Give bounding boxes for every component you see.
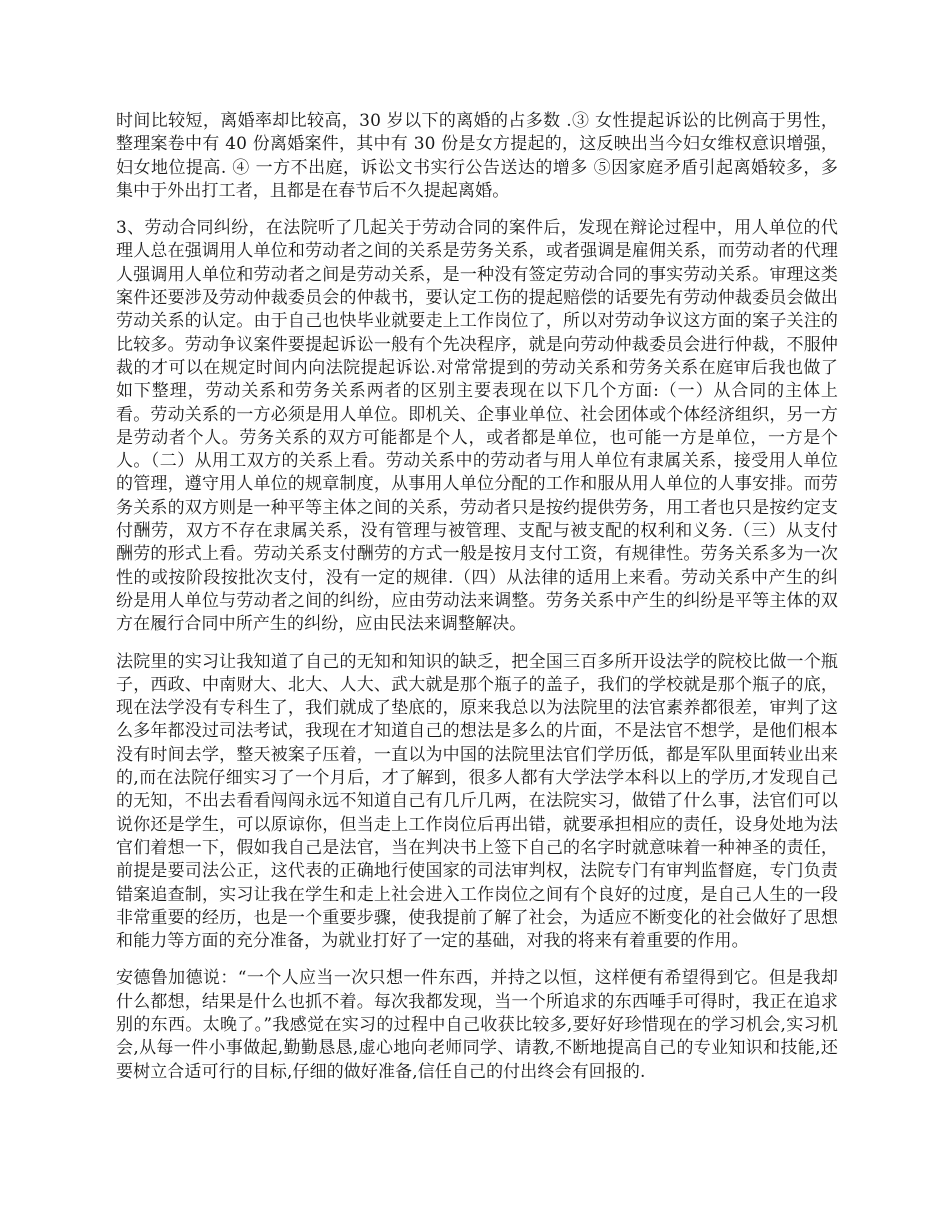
paragraph-divorce-stats: 时间比较短，离婚率却比较高，30 岁以下的离婚的占多数 .③ 女性提起诉讼的比例高于男性，整理案卷中有 40 份离婚案件，其中有 30 份是女方提起的，这反映出当今妇女维权意识增强，妇女地位提高. ④ 一方不出庭，诉讼文书实行公告送达的增多 ⑤因家庭矛盾引起离婚较多，多集中于外出打工者，且都是在春节后不久提起离婚。 xyxy=(116,111,838,201)
document-body xyxy=(116,110,838,1098)
paragraph-labor-contract: 3、劳动合同纠纷，在法院听了几起关于劳动合同的案件后，发现在辩论过程中，用人单位的代理人总在强调用人单位和劳动者之间的关系是劳务关系，或者强调是雇佣关系，而劳动者的代理人强调用人单位和劳动者之间是劳动关系，是一种没有签定劳动合同的事实劳动关系。审理这类案件还要涉及劳动仲裁委员会的仲裁书，要认定工伤的提起赔偿的话要先有劳动仲裁委员会做出劳动关系的认定。由于自己也快毕业就要走上工作岗位了，所以对劳动争议这方面的案子关注的比较多。劳动争议案件要提起诉讼一般有个先决程序，就是向劳动仲裁委员会进行仲裁，不服仲裁的才可以在规定时间内向法院提起诉讼.对常常提到的劳动关系和劳务关系在庭审后我也做了如下整理，劳动关系和劳务关系两者的区别主要表现在以下几个方面:（一）从合同的主体上看。劳动关系的一方必须是用人单位。即机关、企事业单位、社会团体或个体经济组织，另一方是劳动者个人。劳务关系的双方可能都是个人，或者都是单位，也可能一方是单位，一方是个人。（二）从用工双方的关系上看。劳动关系中的劳动者与用人单位有隶属关系，接受用人单位的管理，遵守用人单位的规章制度，从事用人单位分配的工作和服从用人单位的人事安排。而劳务关系的双方则是一种平等主体之间的关系，劳动者只是按约提供劳务，用工者也只是按约定支付酬劳，双方不存在隶属关系，没有管理与被管理、支配与被支配的权利和义务.（三）从支付酬劳的形式上看。劳动关系支付酬劳的方式一般是按月支付工资，有规律性。劳务关系多为一次性的或按阶段按批次支付，没有一定的规律.（四）从法律的适用上来看。劳动关系中产生的纠纷是用人单位与劳动者之间的纠纷，应由劳动法来调整。劳务关系中产生的纠纷是平等主体的双方在履行合同中所产生的纠纷，应由民法来调整解决。 xyxy=(116,218,838,635)
paragraph-internship-reflection: 法院里的实习让我知道了自己的无知和知识的缺乏，把全国三百多所开设法学的院校比做一个瓶子，西政、中南财大、北大、人大、武大就是那个瓶子的盖子，我们的学校就是那个瓶子的底，现在法学没有专科生了，我们就成了垫底的，原来我总以为法院里的法官素养都很差，审判了这么多年都没过司法考试，我现在才知道自己的想法是多么的片面，不是法官不想学，是他们根本没有时间去学，整天被案子压着，一直以为中国的法院里法官们学历低，都是军队里面转业出来的,而在法院仔细实习了一个月后，才了解到，很多人都有大学法学本科以上的学历,才发现自己的无知，不出去看看闯闯永远不知道自己有几斤几两，在法院实习，做错了什么事，法官们可以说你还是学生，可以原谅你，但当走上工作岗位后再出错，就要承担相应的责任，设身处地为法官们着想一下，假如我自己是法官，当在判决书上签下自己的名字时就意味着一种神圣的责任，前提是要司法公正，这代表的正确地行使国家的司法审判权，法院专门有审判监督庭，专门负责错案追查制，实习让我在学生和走上社会进入工作岗位之间有个良好的过度，是自己人生的一段非常重要的经历，也是一个重要步骤，使我提前了解了社会，为适应不断变化的社会做好了思想和能力等方面的充分准备，为就业打好了一定的基础，对我的将来有着重要的作用。 xyxy=(116,651,838,952)
paragraph-quote-conclusion: 安德鲁加德说：“一个人应当一次只想一件东西，并持之以恒，这样便有希望得到它。但是我却什么都想，结果是什么也抓不着。每次我都发现，当一个所追求的东西唾手可得时，我正在追求别的东西。太晚了。”我感觉在实习的过程中自己收获比较多,要好好珍惜现在的学习机会,实习机会,从每一件小事做起,勤勤恳恳,虚心地向老师同学、请教,不断地提高自己的专业知识和技能,还要树立合适可行的目标,仔细的做好准备,信任自己的付出终会有回报的. xyxy=(116,968,838,1082)
